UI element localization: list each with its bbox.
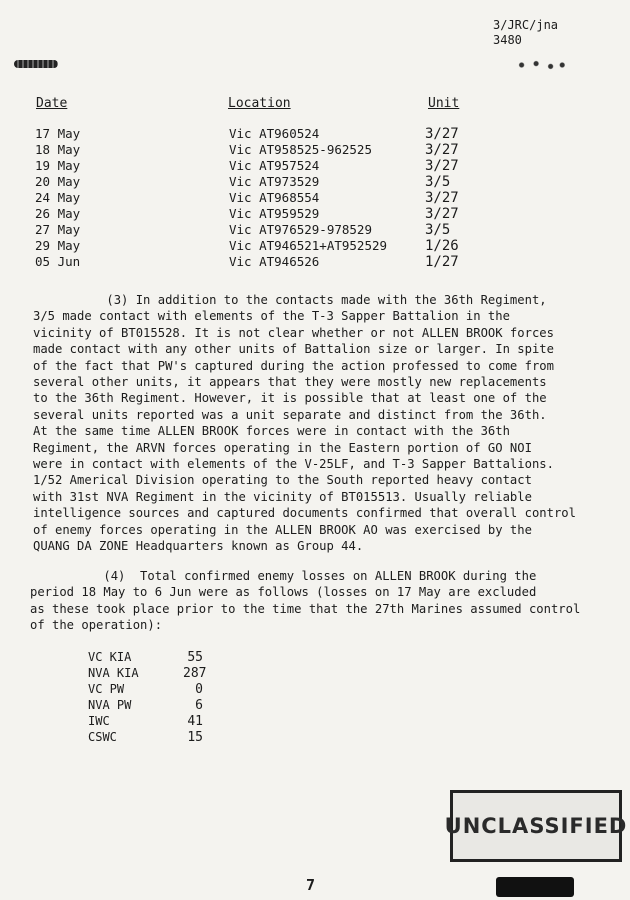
table-row	[0, 222, 630, 238]
row-date: 17 May	[35, 126, 81, 141]
loss-label: NVA PW	[88, 698, 132, 712]
row-unit: 1/27	[425, 254, 459, 270]
table-row	[0, 190, 630, 206]
row-unit: 3/27	[425, 158, 459, 174]
row-unit: 3/27	[425, 126, 459, 142]
reference-initials: 3/JRC/jna	[493, 18, 559, 32]
stamp-text: UNCLASSIFIED	[444, 814, 628, 838]
row-location: Vic AT946526	[229, 254, 320, 269]
row-date: 20 May	[35, 174, 81, 189]
loss-label: IWC	[88, 714, 110, 728]
column-header-date: Date	[36, 96, 68, 111]
table-row	[0, 142, 630, 158]
row-unit: 3/27	[425, 190, 459, 206]
loss-label: CSWC	[88, 730, 117, 744]
table-row	[0, 174, 630, 190]
page-number: 7	[306, 876, 316, 894]
row-unit: 3/5	[425, 174, 451, 190]
row-location: Vic AT946521+AT952529	[229, 238, 388, 253]
row-location: Vic AT960524	[229, 126, 320, 141]
contacts-table	[0, 126, 630, 270]
row-date: 24 May	[35, 190, 81, 205]
row-location: Vic AT976529-978529	[229, 222, 372, 237]
row-date: 27 May	[35, 222, 81, 237]
table-row	[0, 238, 630, 254]
loss-value: 41	[187, 714, 203, 729]
table-row	[0, 158, 630, 174]
loss-label: VC PW	[88, 682, 125, 696]
ink-smudge	[510, 58, 568, 72]
classification-marking-smudge	[14, 60, 58, 68]
reference-block	[493, 18, 558, 48]
row-unit: 3/27	[425, 142, 459, 158]
row-location: Vic AT968554	[229, 190, 320, 205]
row-location: Vic AT957524	[229, 158, 320, 173]
row-unit: 3/27	[425, 206, 459, 222]
row-location: Vic AT959529	[229, 206, 320, 221]
loss-value: 55	[187, 650, 203, 665]
row-location: Vic AT958525-962525	[229, 142, 372, 157]
redaction-bar	[496, 877, 574, 897]
loss-value: 6	[195, 698, 203, 713]
unclassified-stamp	[444, 790, 628, 862]
row-date: 19 May	[35, 158, 81, 173]
loss-value: 0	[195, 682, 203, 697]
row-date: 18 May	[35, 142, 81, 157]
row-date: 29 May	[35, 238, 81, 253]
table-row	[0, 126, 630, 142]
paragraph-4-enemy-losses: (4) Total confirmed enemy losses on ALLEN BROOK during the period 18 May to 6 Jun were as follows (losses on 17 May are excluded as these took place prior to the time that the 27th Marines assumed control of the operation):	[30, 569, 581, 633]
loss-value: 287	[183, 666, 207, 681]
column-header-location: Location	[228, 96, 291, 111]
row-date: 05 Jun	[35, 254, 81, 269]
column-header-unit: Unit	[428, 96, 460, 111]
row-date: 26 May	[35, 206, 81, 221]
row-unit: 3/5	[425, 222, 451, 238]
row-location: Vic AT973529	[229, 174, 320, 189]
loss-label: VC KIA	[88, 650, 132, 664]
loss-value: 15	[187, 730, 203, 745]
loss-label: NVA KIA	[88, 666, 139, 680]
table-row	[0, 254, 630, 270]
paragraph-3-enemy-contacts: (3) In addition to the contacts made with the 36th Regiment, 3/5 made contact with elements of the T-3 Sapper Battalion in the vicinity of BT015528. It is not clear whether or not ALLEN BROOK forces made contact with any other units of Battalion size or larger. In spite of the fact that PW's captured during the action professed to come from several other units, it appears that they were mostly new replacements to the 36th Regiment. However, it is possible that at least one of the several units reported was a unit separate and distinct from the 36th. At the same time ALLEN BROOK forces were in contact with the 36th Regiment, the ARVN forces operating in the Eastern portion of GO NOI were in contact with elements of the V-25LF, and T-3 Sapper Battalions. 1/52 Americal Division operating to the South reported heavy contact with 31st NVA Regiment in the vicinity of BT015513. Usually reliable intelligence sources and captured documents confirmed that overall control of enemy forces operating in the ALLEN BROOK AO was exercised by the QUANG DA ZONE Headquarters known as Group 44.	[33, 293, 576, 554]
table-row	[0, 206, 630, 222]
reference-number: 3480	[493, 33, 522, 47]
row-unit: 1/26	[425, 238, 459, 254]
